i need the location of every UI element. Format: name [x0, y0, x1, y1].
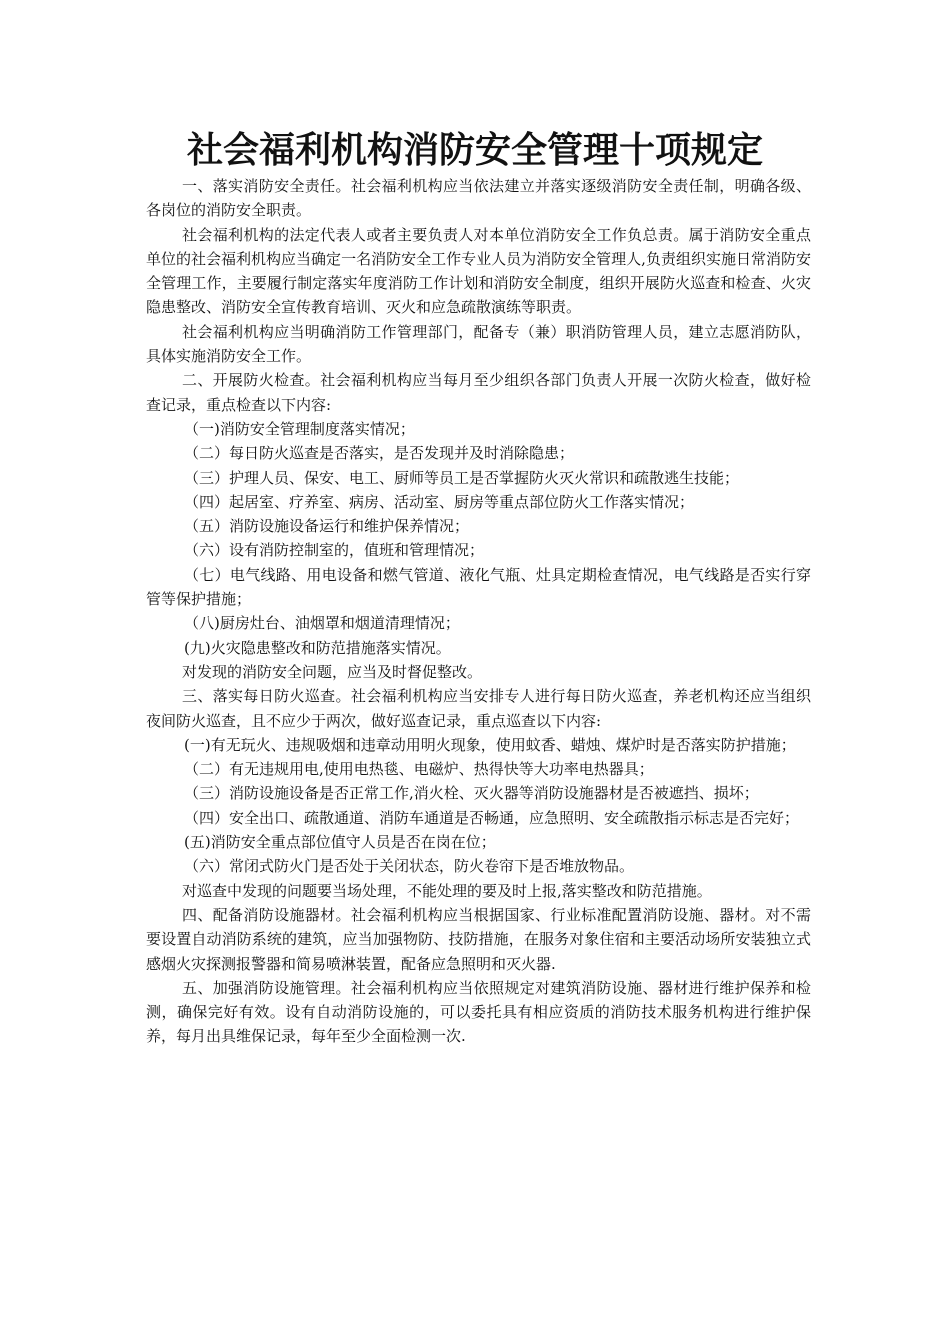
paragraph: （八)厨房灶台、油烟罩和烟道清理情况；	[184, 614, 460, 633]
paragraph: （二）每日防火巡查是否落实，是否发现并及时消除隐患；	[184, 444, 575, 463]
paragraph: （六）常闭式防火门是否处于关闭状态，防火卷帘下是否堆放物品。	[184, 857, 635, 876]
paragraph: 对发现的消防安全问题，应当及时督促整改。	[182, 662, 483, 681]
paragraph: 社会福利机构的法定代表人或者主要负责人对本单位消防安全工作负总责。属于消防安全重点单位的社会福利机构应当确定一名消防安全工作专业人员为消防安全管理人,负责组织实施日常消防安全管理工作，主要履行制定落实年度消防工作计划和消防安全制度，组织开展防火巡查和检查、火灾隐患整改、消防安全宣传教育培训、灭火和应急疏散演练等职责。	[146, 225, 811, 317]
paragraph: （三）护理人员、保安、电工、厨师等员工是否掌握防火灭火常识和疏散逃生技能；	[184, 468, 740, 487]
paragraph: 五、加强消防设施管理。社会福利机构应当依照规定对建筑消防设施、器材进行维护保养和检测，确保完好有效。设有自动消防设施的，可以委托具有相应资质的消防技术服务机构进行维护保养，每月出具维保记录，每年至少全面检测一次.	[146, 978, 811, 1046]
paragraph: （三）消防设施设备是否正常工作,消火栓、灭火器等消防设施器材是否被遮挡、损坏；	[184, 784, 759, 803]
paragraph: （二）有无违规用电,使用电热毯、电磁炉、热得快等大功率电热器具；	[184, 760, 654, 779]
paragraph: （五）消防设施设备运行和维护保养情况；	[184, 517, 470, 536]
paragraph: （四）安全出口、疏散通道、消防车通道是否畅通，应急照明、安全疏散指示标志是否完好；	[184, 808, 800, 827]
paragraph: (五)消防安全重点部位值守人员是否在岗在位；	[184, 833, 496, 852]
paragraph: （七）电气线路、用电设备和燃气管道、液化气瓶、灶具定期检查情况，电气线路是否实行穿管等保护措施；	[146, 565, 811, 609]
document-title: 社会福利机构消防安全管理十项规定	[186, 130, 763, 171]
paragraph: 三、落实每日防火巡查。社会福利机构应当安排专人进行每日防火巡查，养老机构还应当组织夜间防火巡查，且不应少于两次，做好巡查记录，重点巡查以下内容:	[146, 687, 811, 730]
paragraph: (一)有无玩火、违规吸烟和违章动用明火现象，使用蚊香、蜡烛、煤炉时是否落实防护措施；	[184, 735, 796, 754]
paragraph: (九)火灾隐患整改和防范措施落实情况。	[184, 638, 451, 657]
paragraph: 社会福利机构应当明确消防工作管理部门，配备专（兼）职消防管理人员，建立志愿消防队，具体实施消防安全工作。	[146, 322, 811, 366]
document-body	[146, 174, 811, 1049]
paragraph: 二、开展防火检查。社会福利机构应当每月至少组织各部门负责人开展一次防火检查，做好检查记录，重点检查以下内容:	[146, 371, 811, 414]
paragraph: （一)消防安全管理制度落实情况；	[184, 419, 415, 438]
paragraph: 对巡查中发现的问题要当场处理，不能处理的要及时上报,落实整改和防范措施。	[182, 881, 712, 900]
paragraph: （四）起居室、疗养室、病房、活动室、厨房等重点部位防火工作落实情况；	[184, 492, 695, 511]
paragraph: 一、落实消防安全责任。社会福利机构应当依法建立并落实逐级消防安全责任制，明确各级、各岗位的消防安全职责。	[146, 177, 811, 220]
paragraph: 四、配备消防设施器材。社会福利机构应当根据国家、行业标准配置消防设施、器材。对不需要设置自动消防系统的建筑，应当加强物防、技防措施，在服务对象住宿和主要活动场所安装独立式感烟火灾探测报警器和简易喷淋装置，配备应急照明和灭火器.	[146, 905, 811, 973]
paragraph: （六）设有消防控制室的，值班和管理情况；	[184, 541, 485, 560]
